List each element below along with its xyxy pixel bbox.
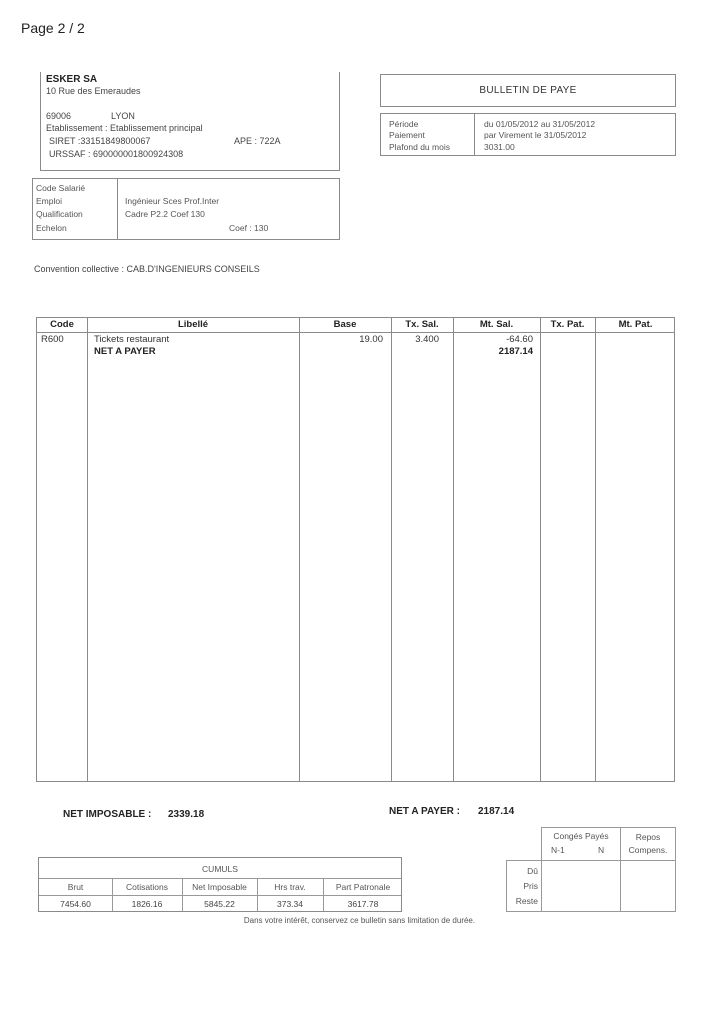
footnote: Dans votre intérêt, conservez ce bulletin sans limitation de durée. [243, 916, 476, 925]
periode-label: Période [389, 119, 419, 129]
employer-name: ESKER SA [46, 74, 98, 85]
header-mt-pat: Mt. Pat. [618, 319, 653, 330]
net-imposable-value: 2339.18 [168, 809, 205, 820]
bulletin-title-box [380, 74, 676, 107]
repos-values-cell [620, 860, 676, 912]
cumul-header-part-patronale: Part Patronale [335, 882, 391, 892]
cumul-header-net-imposable: Net Imposable [192, 882, 247, 892]
cumul-value-net-imposable: 5845.22 [204, 899, 235, 909]
employee-box [32, 178, 340, 240]
conges-values-cell [541, 860, 621, 912]
row-2-libelle: NET A PAYER [94, 346, 156, 357]
employer-urssaf: URSSAF : 690000001800924308 [49, 149, 184, 159]
employer-address: 10 Rue des Emeraudes [46, 86, 141, 96]
qualification-value: Cadre P2.2 Coef 130 [125, 209, 205, 219]
cumul-header-brut: Brut [67, 882, 84, 892]
emploi-label: Emploi [36, 196, 62, 206]
payslip-table [36, 317, 675, 782]
code-salarie-label: Code Salarié [36, 183, 86, 193]
compens-label: Compens. [628, 845, 668, 855]
qualification-label: Qualification [36, 209, 83, 219]
employer-establishment: Etablissement : Etablissement principal [46, 123, 203, 133]
pris-label: Pris [523, 881, 538, 891]
employer-ape: APE : 722A [234, 136, 281, 146]
cumul-value-hrs-trav: 373.34 [277, 899, 303, 909]
plafond-label: Plafond du mois [389, 142, 450, 152]
periode-value: du 01/05/2012 au 31/05/2012 [484, 119, 596, 129]
cumuls-title: CUMULS [202, 864, 238, 874]
net-imposable-label: NET IMPOSABLE : [63, 809, 152, 820]
echelon-label: Echelon [36, 223, 67, 233]
emploi-value: Ingénieur Sces Prof.Inter [125, 196, 220, 206]
row-1-code: R600 [41, 334, 64, 345]
conges-n1-label: N-1 [551, 845, 565, 855]
header-base: Base [333, 319, 357, 330]
page-label: Page 2 / 2 [21, 20, 85, 36]
header-tx-sal: Tx. Sal. [405, 319, 439, 330]
cumul-header-cotisations: Cotisations [125, 882, 169, 892]
row-1-base: 19.00 [359, 334, 383, 345]
net-a-payer-label: NET A PAYER : [389, 806, 460, 817]
row-2-mt-sal: 2187.14 [498, 346, 533, 357]
row-1-mt-sal: -64.60 [506, 334, 533, 345]
convention-collective: Convention collective : CAB.D'INGENIEURS CONSEILS [34, 264, 260, 274]
plafond-value: 3031.00 [484, 142, 515, 152]
row-1-libelle: Tickets restaurant [94, 334, 170, 345]
cumuls-box [38, 857, 402, 912]
cumul-header-hrs-trav: Hrs trav. [274, 882, 306, 892]
coef-value: Coef : 130 [229, 223, 269, 233]
row-1-tx-sal: 3.400 [415, 334, 439, 345]
header-mt-sal: Mt. Sal. [479, 319, 514, 330]
header-code: Code [50, 319, 74, 330]
repos-label: Repos [635, 832, 661, 842]
cumul-value-cotisations: 1826.16 [131, 899, 163, 909]
employer-box [40, 72, 340, 171]
paiement-value: par Virement le 31/05/2012 [484, 130, 587, 140]
cumul-value-brut: 7454.60 [60, 899, 91, 909]
conges-n-label: N [598, 845, 605, 855]
header-tx-pat: Tx. Pat. [550, 319, 585, 330]
net-a-payer-value: 2187.14 [478, 806, 515, 817]
conges-payes-label: Congés Payés [553, 831, 609, 841]
bulletin-title: BULLETIN DE PAYE [479, 85, 577, 96]
reste-label: Reste [515, 896, 538, 906]
cumul-value-part-patronale: 3617.78 [347, 899, 379, 909]
period-box [380, 113, 676, 156]
paiement-label: Paiement [389, 130, 425, 140]
employer-city: LYON [111, 111, 135, 121]
header-libelle: Libellé [177, 319, 209, 330]
employer-siret: SIRET :33151849800067 [49, 136, 151, 146]
employer-postcode: 69006 [46, 111, 72, 121]
du-label: Dû [527, 866, 538, 876]
